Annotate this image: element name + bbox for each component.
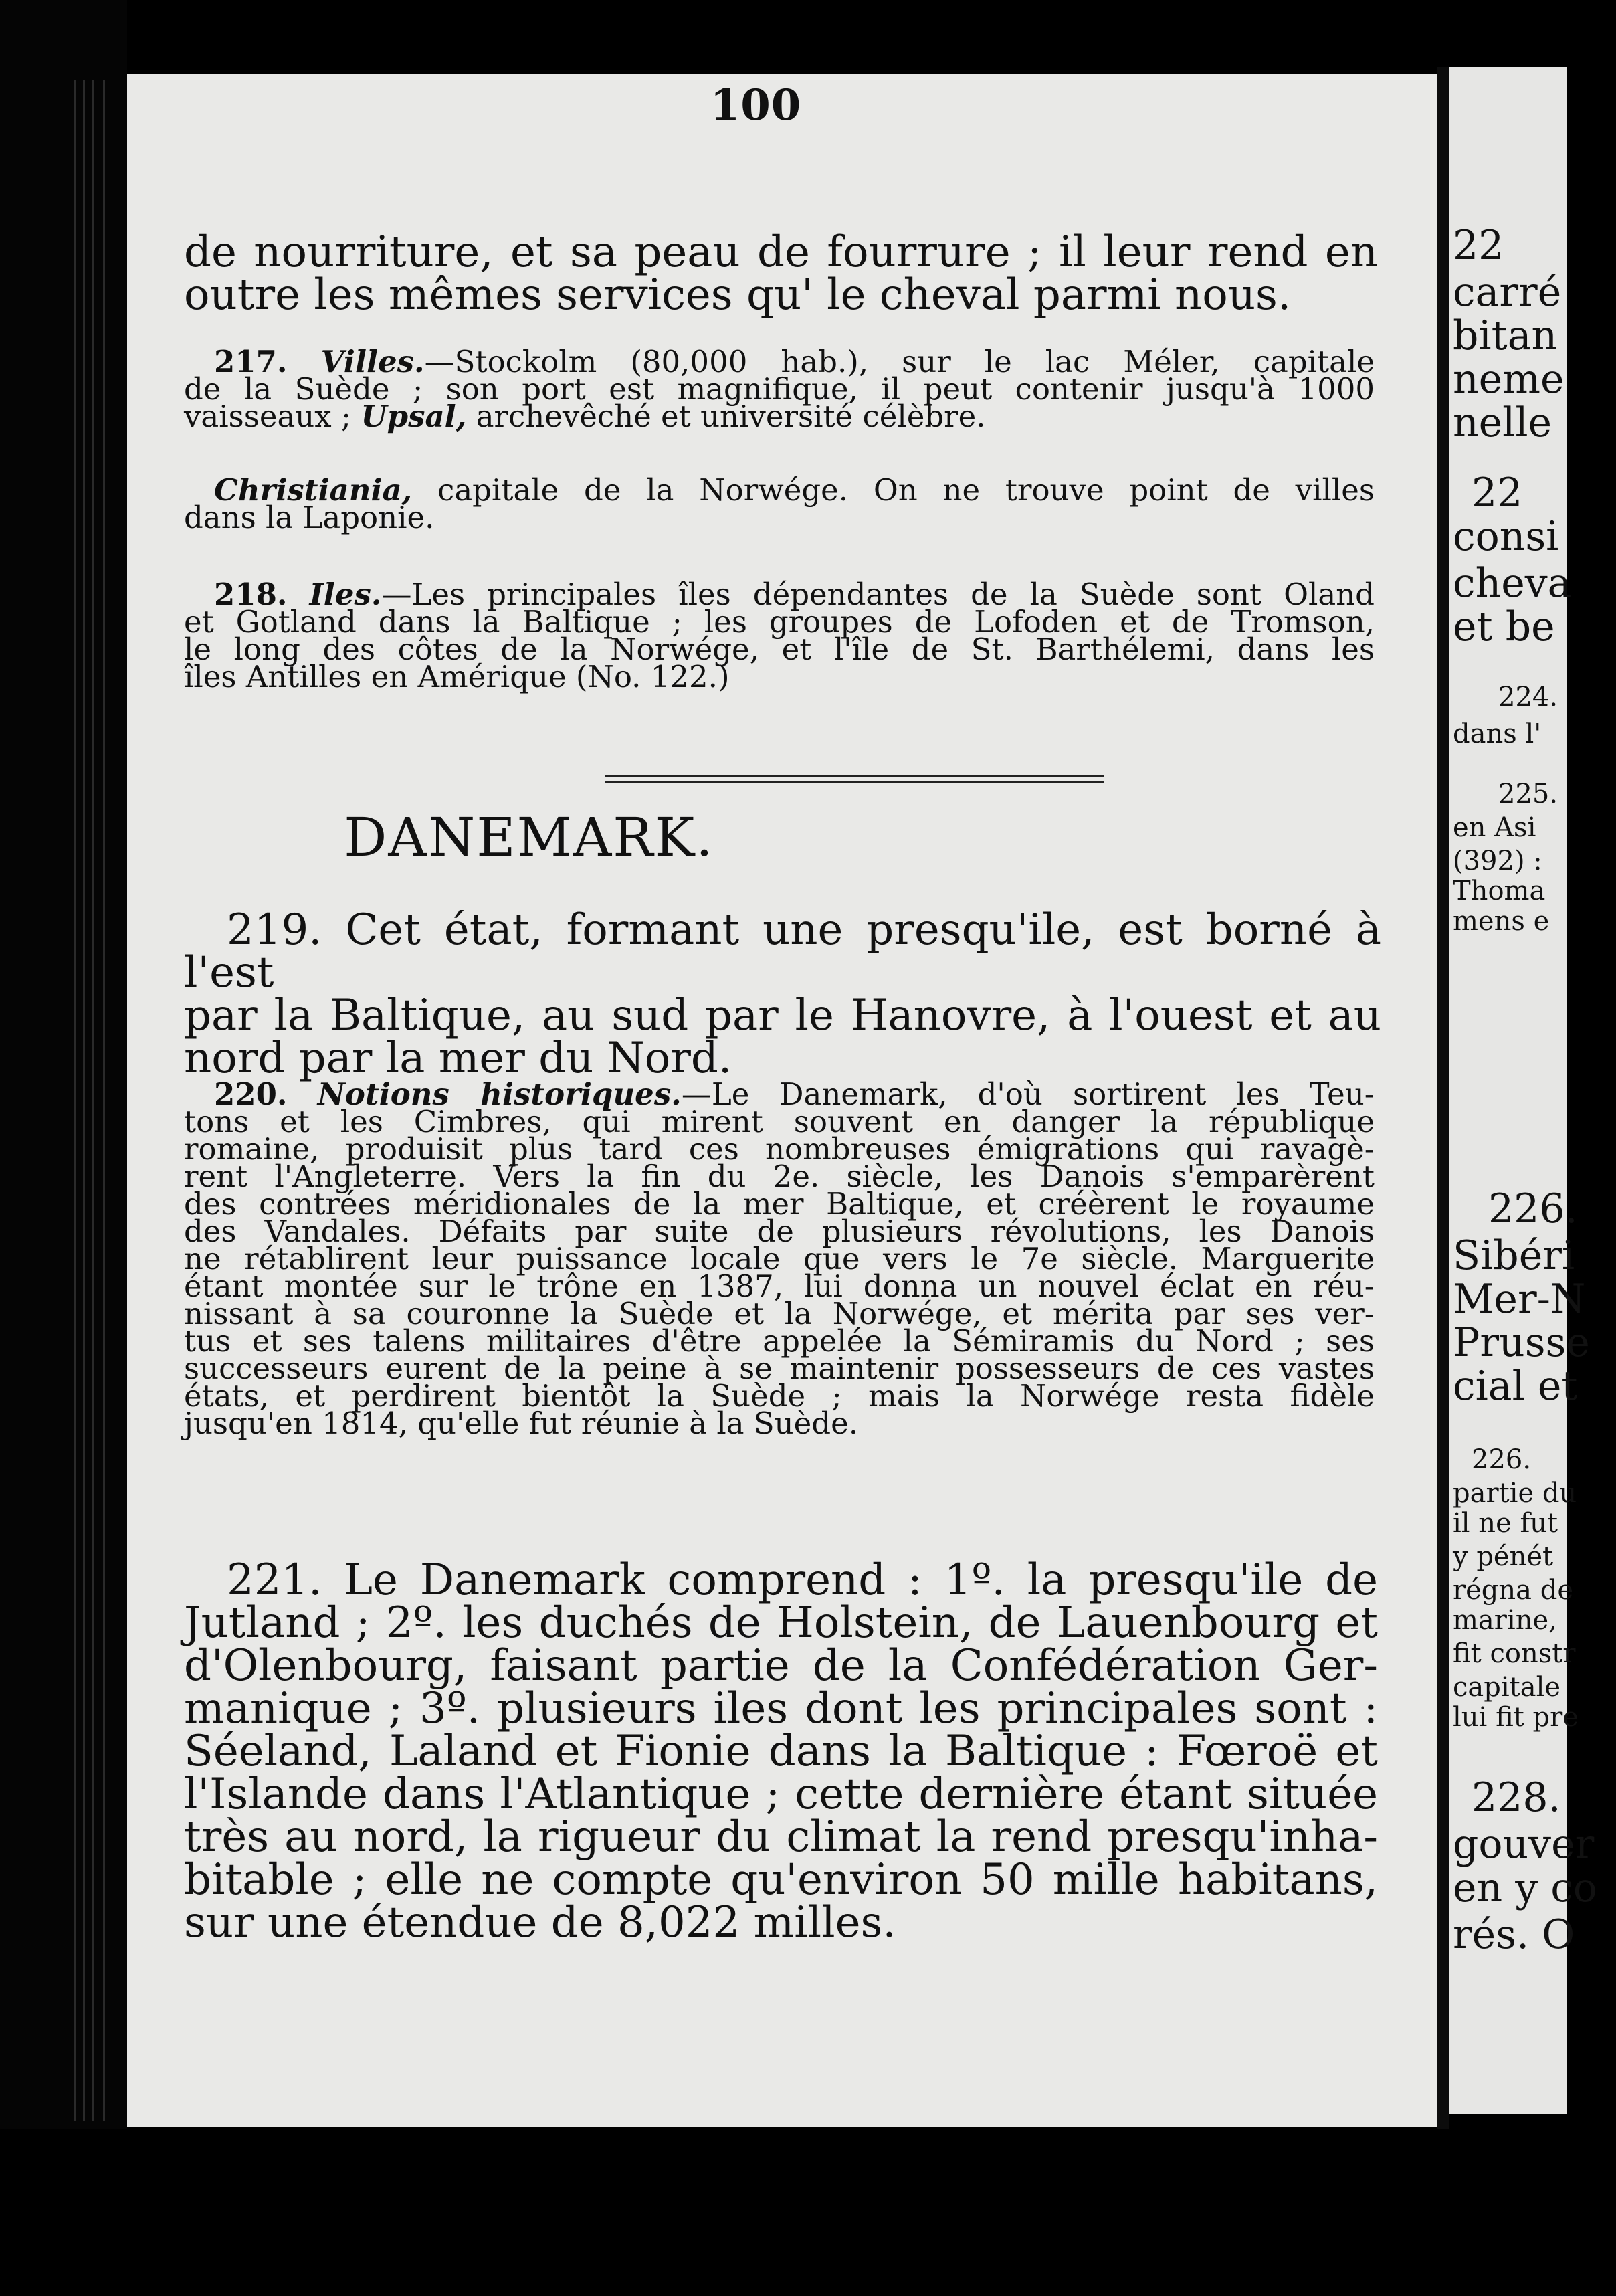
text-line bbox=[184, 1555, 1379, 1605]
text-line: nissant à sa couronne la Suède et la Norwége, et mérita par ses ver- bbox=[184, 1296, 1375, 1331]
right-line: en y co bbox=[1453, 1864, 1597, 1911]
right-line: consi bbox=[1453, 513, 1559, 560]
text-line: des contrées méridionales de la mer Baltique, et créèrent le royaume bbox=[184, 1186, 1375, 1222]
right-line: cial et bbox=[1453, 1363, 1578, 1410]
page-gutter bbox=[1437, 67, 1449, 2134]
text-line: nord par la mer du Nord. bbox=[184, 1034, 732, 1083]
text-line bbox=[184, 905, 1382, 997]
text-line: d'Olenbourg, faisant partie de la Confédération Ger- bbox=[184, 1641, 1378, 1691]
text-fragment: capitale de la Norwége. On ne trouve point de villes bbox=[437, 472, 1375, 508]
right-line: régna de bbox=[1453, 1575, 1573, 1606]
text-fragment: —Le Danemark, d'où sortirent les Teu- bbox=[681, 1076, 1375, 1112]
right-line: il ne fut bbox=[1453, 1508, 1558, 1539]
right-line: Sibéri bbox=[1453, 1232, 1575, 1279]
right-line: capitale bbox=[1453, 1672, 1561, 1703]
right-line: gouver bbox=[1453, 1821, 1595, 1868]
paragraph-number: 221. bbox=[227, 1555, 322, 1605]
paragraph-217 bbox=[184, 344, 1375, 434]
text-line: jusqu'en 1814, qu'elle fut réunie à la Suède. bbox=[184, 1406, 859, 1441]
text-line: des Vandales. Défaits par suite de plusieurs révolutions, les Danois bbox=[184, 1214, 1375, 1249]
text-line: étant montée sur le trône en 1387, lui donna un nouvel éclat en réu- bbox=[184, 1268, 1375, 1304]
text-line: de la Suède ; son port est magnifique, il peut contenir jusqu'à 1000 bbox=[184, 371, 1375, 407]
paragraph-title: Villes. bbox=[320, 344, 425, 379]
section-divider bbox=[605, 775, 1104, 783]
right-line: cheva bbox=[1453, 560, 1572, 607]
text-line: bitable ; elle ne compte qu'environ 50 mille habitans, bbox=[184, 1855, 1378, 1905]
right-line: y pénét bbox=[1453, 1541, 1554, 1572]
text-fragment: vaisseaux ; bbox=[184, 399, 352, 434]
text-line: outre les mêmes services qu' le cheval parmi nous. bbox=[184, 270, 1292, 320]
right-line: 228. bbox=[1472, 1774, 1561, 1821]
paragraph-218 bbox=[184, 577, 1375, 694]
paragraph-number: 220. bbox=[214, 1076, 288, 1112]
right-line: et be bbox=[1453, 603, 1555, 650]
text-line: îles Antilles en Amérique (No. 122.) bbox=[184, 659, 730, 694]
right-line: Prusse bbox=[1453, 1319, 1590, 1366]
text-line: très au nord, la rigueur du climat la rend presqu'inha- bbox=[184, 1812, 1378, 1862]
right-line: 225. bbox=[1498, 779, 1558, 809]
right-line: 224. bbox=[1498, 682, 1558, 712]
right-line: marine, bbox=[1453, 1605, 1557, 1636]
text-line bbox=[184, 399, 1375, 434]
text-line: par la Baltique, au sud par le Hanovre, à l'ouest et au bbox=[184, 991, 1381, 1040]
text-line: tons et les Cimbres, qui mirent souvent en danger la république bbox=[184, 1104, 1375, 1139]
text-line: Jutland ; 2º. les duchés de Holstein, de Lauenbourg et bbox=[184, 1598, 1378, 1648]
text-line: ne rétablirent leur puissance locale que vers le 7e siècle. Marguerite bbox=[184, 1241, 1375, 1276]
right-line: mens e bbox=[1453, 906, 1550, 937]
right-line: nelle bbox=[1453, 399, 1552, 446]
right-line: 22 bbox=[1472, 470, 1523, 516]
right-line: Mer-N bbox=[1453, 1276, 1586, 1323]
paragraph-219 bbox=[184, 905, 1382, 1083]
text-fragment: Cet état, formant une presqu'ile, est borné à l'est bbox=[184, 905, 1382, 997]
paragraph-continuation bbox=[184, 227, 1378, 320]
text-fragment: archevêché et université célèbre. bbox=[476, 399, 986, 434]
text-fragment: Le Danemark comprend : 1º. la presqu'ile de bbox=[344, 1555, 1379, 1605]
paragraph-title: Iles. bbox=[309, 577, 382, 612]
right-line: partie du bbox=[1453, 1478, 1577, 1509]
text-line: romaine, produisit plus tard ces nombreuses émigrations qui ravagè- bbox=[184, 1131, 1375, 1167]
right-line: fit constr bbox=[1453, 1638, 1576, 1669]
text-line: manique ; 3º. plusieurs iles dont les principales sont : bbox=[184, 1684, 1378, 1733]
city-name: Upsal, bbox=[361, 399, 467, 434]
city-name: Christiania, bbox=[214, 472, 413, 508]
text-line: tus et ses talens militaires d'être appelée la Sémiramis du Nord ; ses bbox=[184, 1323, 1375, 1359]
text-line: sur une étendue de 8,022 milles. bbox=[184, 1898, 896, 1947]
text-line: dans la Laponie. bbox=[184, 500, 435, 535]
right-line: 226. bbox=[1488, 1185, 1578, 1232]
paragraph-title: Notions historiques. bbox=[317, 1076, 682, 1112]
right-line: 226. bbox=[1472, 1444, 1532, 1475]
right-line: carré bbox=[1453, 269, 1562, 316]
text-line: l'Islande dans l'Atlantique ; cette dernière étant située bbox=[184, 1769, 1378, 1819]
paragraph-number: 219. bbox=[227, 905, 322, 955]
paragraph-number: 217. bbox=[214, 344, 288, 379]
page-edge-lines bbox=[74, 80, 114, 2121]
text-fragment: —Stockolm (80,000 hab.), sur le lac Méler, capitale bbox=[424, 344, 1375, 379]
right-line: (392) : bbox=[1453, 846, 1542, 876]
text-line: états, et perdirent bientôt la Suède ; mais la Norwége resta fidèle bbox=[184, 1378, 1375, 1414]
paragraph-christiania bbox=[184, 472, 1375, 535]
text-line: de nourriture, et sa peau de fourrure ; il leur rend en bbox=[184, 227, 1378, 277]
paragraph-220 bbox=[184, 1076, 1375, 1441]
right-line: en Asi bbox=[1453, 812, 1536, 843]
right-line: dans l' bbox=[1453, 719, 1542, 749]
paragraph-221 bbox=[184, 1555, 1379, 1947]
section-heading: DANEMARK. bbox=[344, 806, 714, 868]
text-line: Séeland, Laland et Fionie dans la Baltique : Fœroë et bbox=[184, 1727, 1378, 1776]
right-line: rés. O bbox=[1453, 1911, 1575, 1958]
right-line: neme bbox=[1453, 356, 1564, 403]
right-line: lui fit pre bbox=[1453, 1702, 1579, 1733]
text-line: et Gotland dans la Baltique ; les groupes de Lofoden et de Tromson, bbox=[184, 604, 1375, 640]
film-border-bottom bbox=[0, 2129, 1567, 2296]
right-line: Thoma bbox=[1453, 876, 1546, 906]
right-line: bitan bbox=[1453, 312, 1558, 359]
text-line: successeurs eurent de la peine à se maintenir possesseurs de ces vastes bbox=[184, 1351, 1375, 1386]
page-number: 100 bbox=[710, 80, 802, 130]
right-line: 22 bbox=[1453, 222, 1504, 269]
text-line: rent l'Angleterre. Vers la fin du 2e. siècle, les Danois s'emparèrent bbox=[184, 1159, 1375, 1194]
text-line: le long des côtes de la Norwége, et l'île de St. Barthélemi, dans les bbox=[184, 632, 1375, 667]
text-fragment: —Les principales îles dépendantes de la Suède sont Oland bbox=[381, 577, 1375, 612]
paragraph-number: 218. bbox=[214, 577, 288, 612]
